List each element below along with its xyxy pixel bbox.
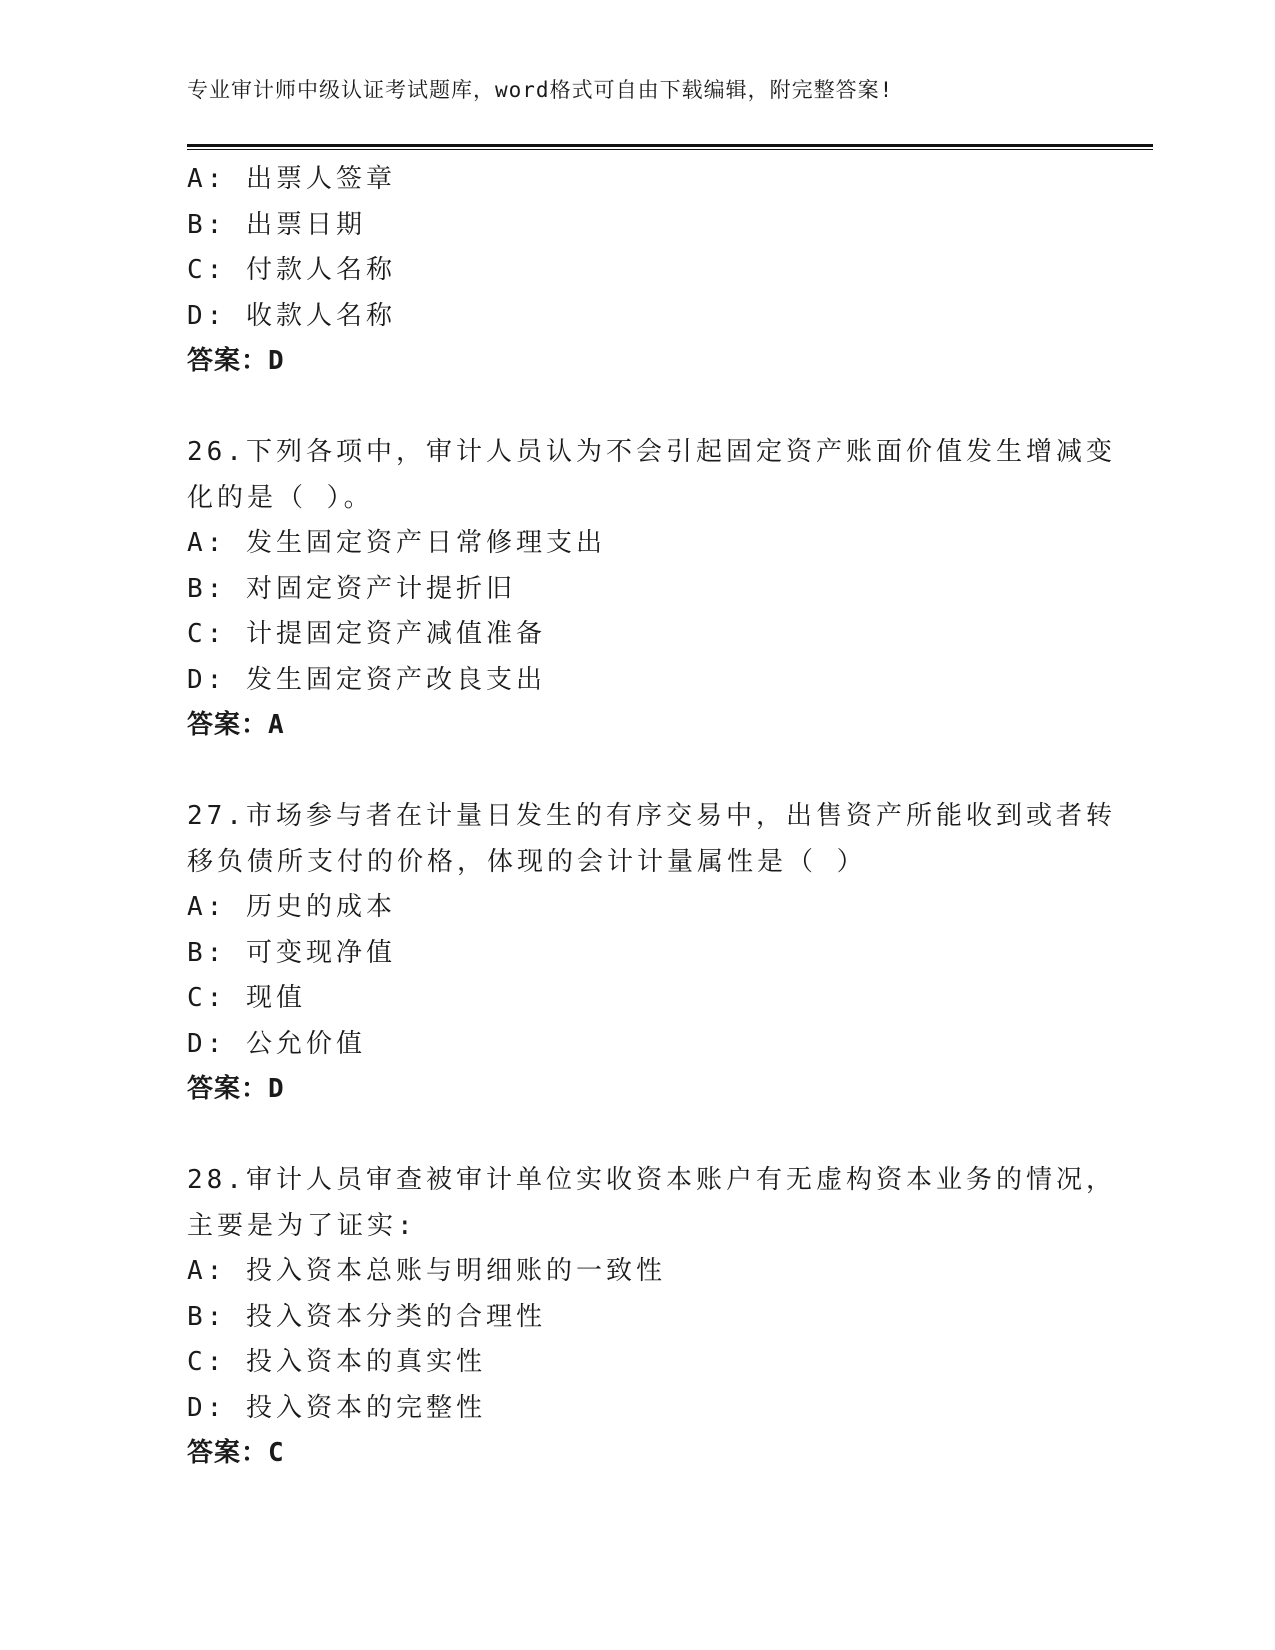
- option-a: A: 历史的成本: [187, 892, 396, 922]
- question-text-line: 28.审计人员审查被审计单位实收资本账户有无虚构资本业务的情况，: [187, 1165, 1116, 1195]
- option-d: D: 收款人名称: [187, 300, 396, 331]
- option-c: C: 现值: [187, 983, 306, 1013]
- question-text-line: 26.下列各项中，审计人员认为不会引起固定资产账面价值发生增减变: [187, 437, 1116, 467]
- question-block-27: [187, 794, 1116, 1113]
- block-gap: [187, 385, 1087, 431]
- question-block-25: [187, 157, 1087, 385]
- page-header: 专业审计师中级认证考试题库，word格式可自由下载编辑，附完整答案!: [187, 78, 894, 102]
- answer-line: 答案：D: [187, 346, 285, 376]
- answer-line: 答案：C: [187, 1438, 285, 1468]
- option-a: A: 出票人签章: [187, 164, 396, 194]
- question-text-line: 主要是为了证实:: [187, 1210, 417, 1241]
- option-d: D: 公允价值: [187, 1028, 366, 1059]
- block-gap: [187, 749, 1087, 795]
- option-a: A: 发生固定资产日常修理支出: [187, 528, 606, 558]
- option-d: D: 投入资本的完整性: [187, 1392, 486, 1423]
- question-block-28: [187, 1158, 1116, 1477]
- option-b: B: 对固定资产计提折旧: [187, 573, 516, 604]
- option-d: D: 发生固定资产改良支出: [187, 664, 546, 695]
- question-list: [187, 157, 1116, 1477]
- header-rule-thin: [187, 149, 1153, 150]
- question-text-line: 化的是（ ）。: [187, 482, 374, 513]
- question-text-line: 移负债所支付的价格，体现的会计计量属性是（ ）: [187, 846, 867, 877]
- option-b: B: 出票日期: [187, 209, 366, 240]
- option-c: C: 付款人名称: [187, 255, 396, 285]
- option-b: B: 投入资本分类的合理性: [187, 1301, 546, 1332]
- option-a: A: 投入资本总账与明细账的一致性: [187, 1256, 666, 1286]
- option-b: B: 可变现净值: [187, 937, 396, 968]
- header-rule-thick: [187, 144, 1153, 147]
- option-c: C: 计提固定资产减值准备: [187, 619, 546, 649]
- option-c: C: 投入资本的真实性: [187, 1347, 486, 1377]
- question-text-line: 27.市场参与者在计量日发生的有序交易中，出售资产所能收到或者转: [187, 801, 1116, 831]
- block-gap: [187, 1113, 1087, 1159]
- question-block-26: [187, 430, 1116, 749]
- answer-line: 答案：A: [187, 710, 285, 740]
- answer-line: 答案：D: [187, 1074, 285, 1104]
